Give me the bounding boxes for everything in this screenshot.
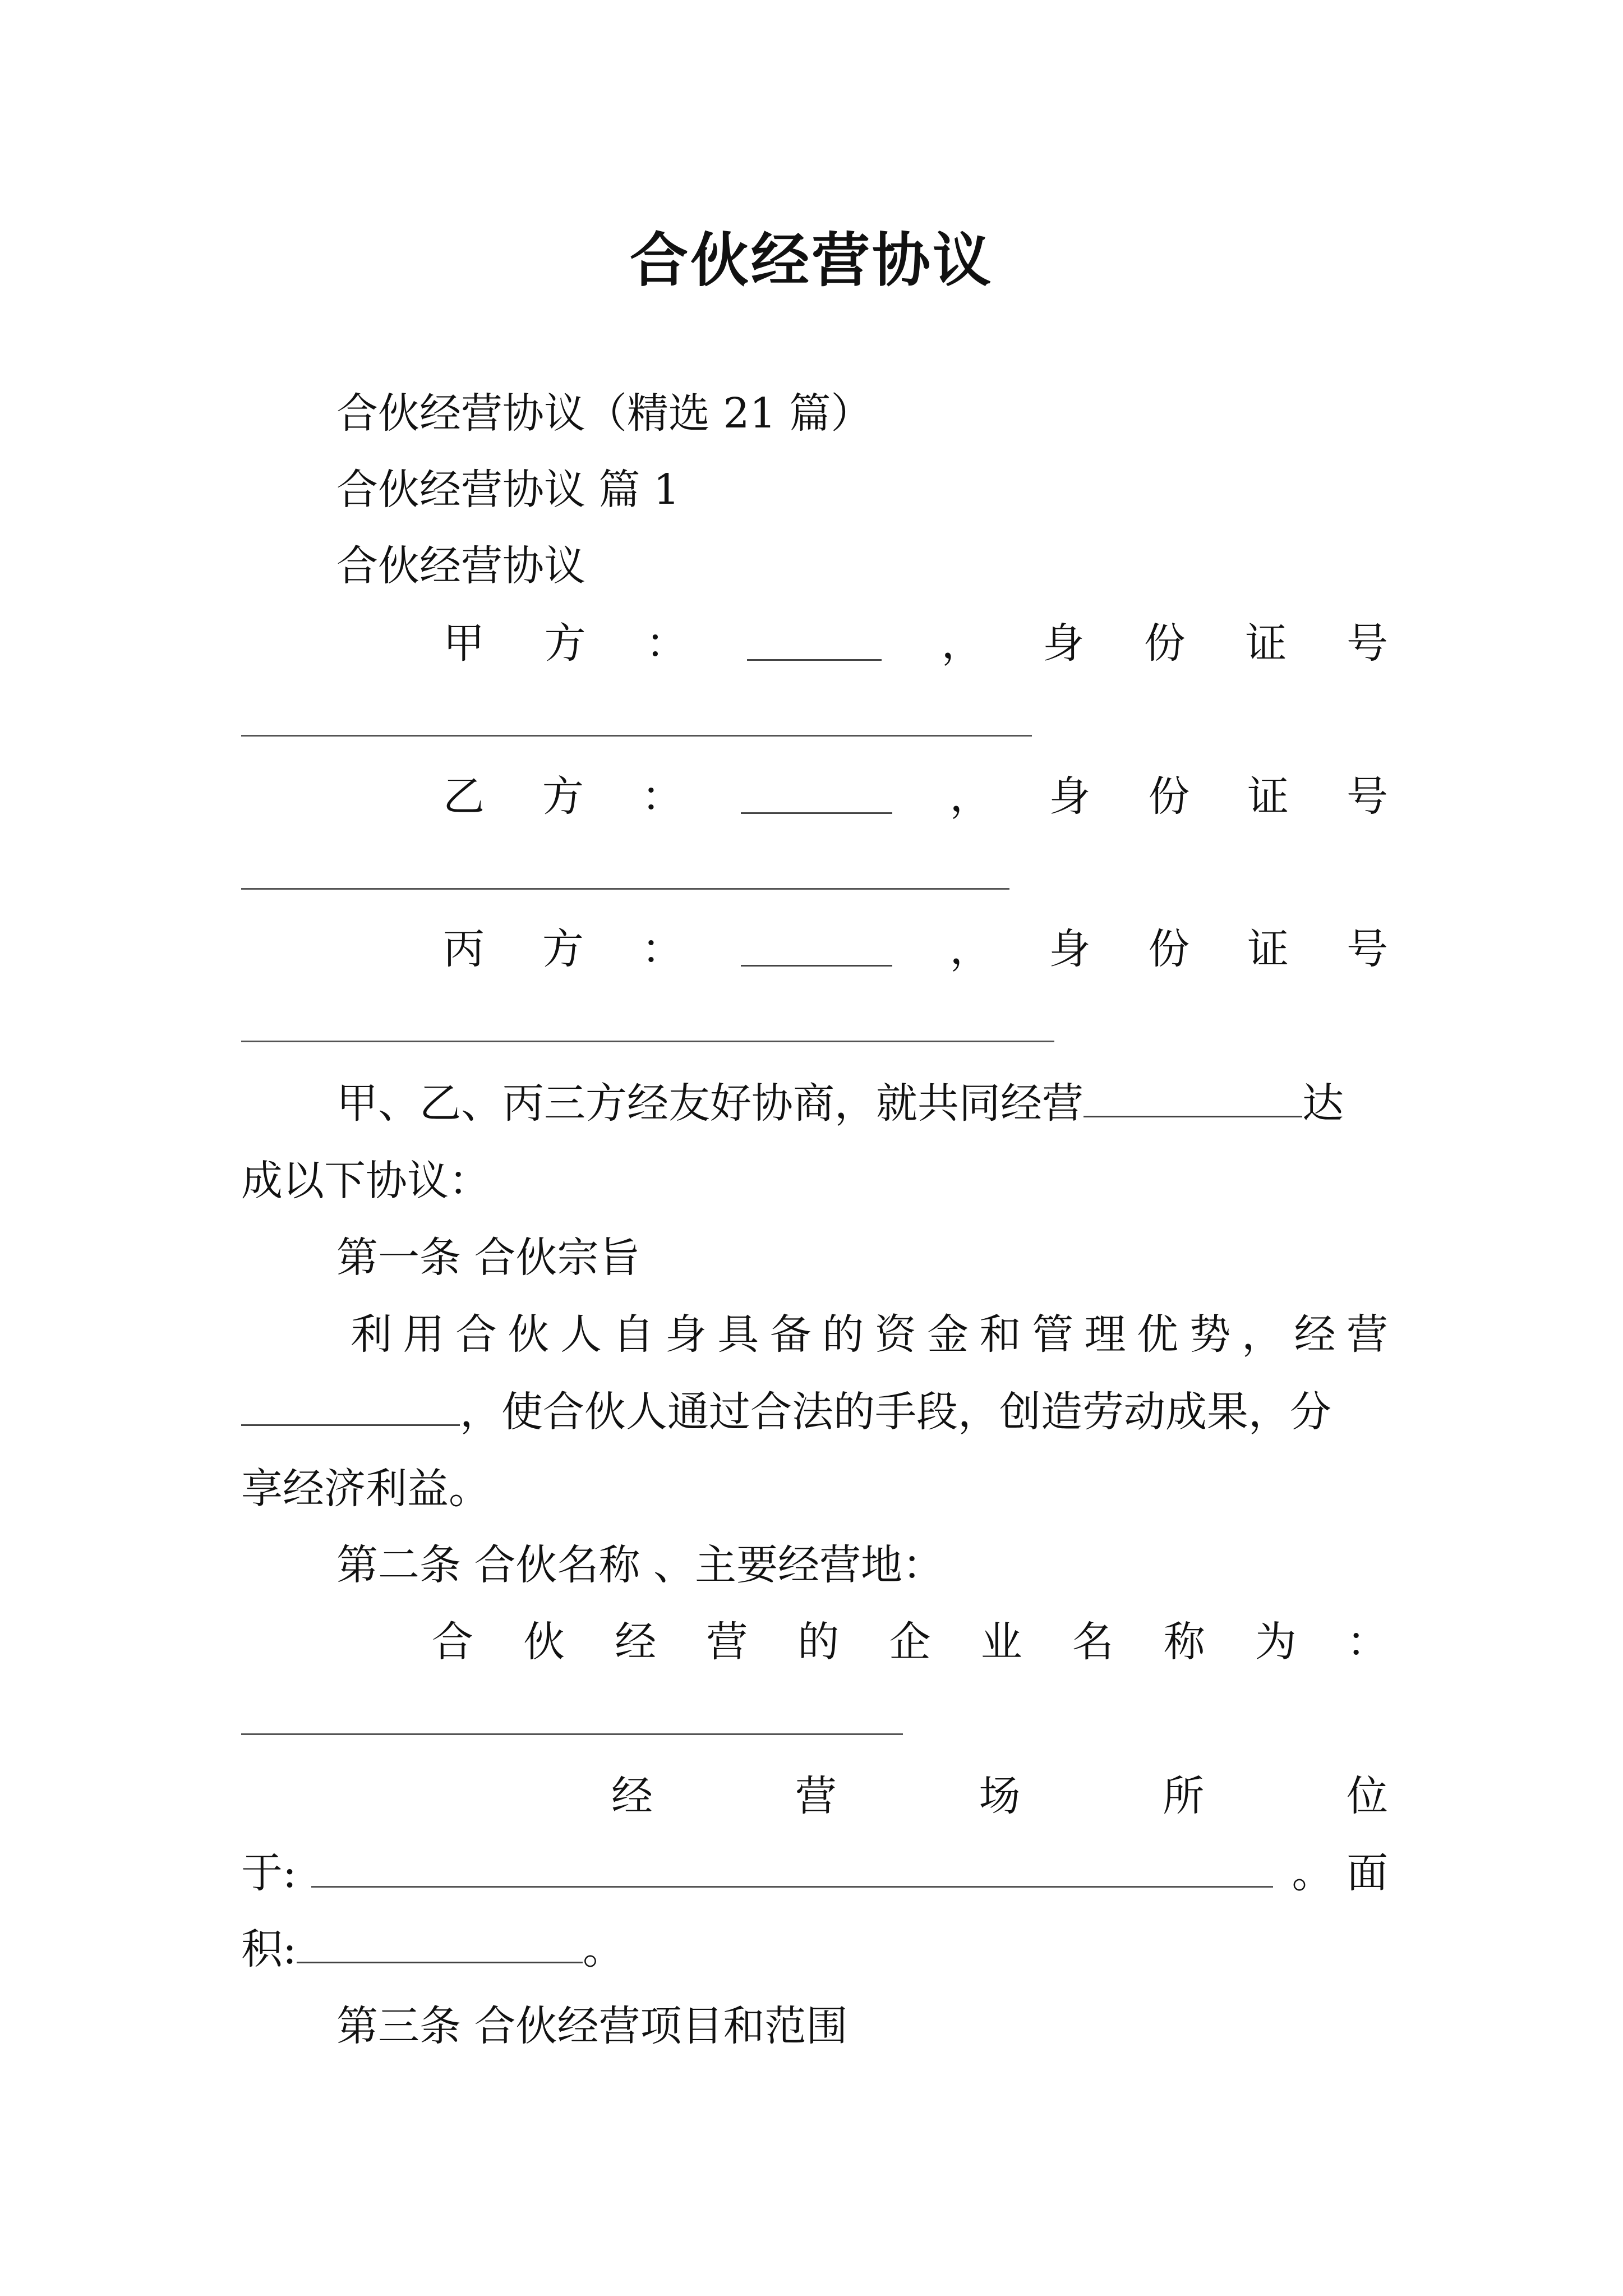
party-c-row [443, 925, 1388, 973]
company-name-char: 伙 [523, 1618, 565, 1666]
party-a-id-blank[interactable] [241, 735, 1032, 737]
party-a-id-char: 号 [1347, 619, 1388, 668]
article-1-char: 用 [403, 1310, 445, 1359]
party-c-id-char: 份 [1148, 925, 1190, 973]
company-name-line [432, 1618, 1388, 1666]
subtitle-selection: 合伙经营协议（精选 21 篇） [336, 389, 873, 438]
article-1-char: 的 [822, 1310, 864, 1359]
article-1-line-3: 享经济利益。 [241, 1465, 490, 1513]
party-b-char: ： [641, 772, 683, 821]
article-1-char: 具 [717, 1310, 759, 1359]
place-blank[interactable] [311, 1886, 1273, 1888]
area-label: 积: [241, 1925, 297, 1973]
page-title: 合伙经营协议 [629, 226, 993, 295]
party-b-id-char: 号 [1347, 772, 1388, 821]
party-a-name-blank[interactable] [747, 627, 882, 661]
article-1-char: 营 [1346, 1310, 1388, 1359]
article-1-line-2-text: ，使合伙人通过合法的手段，创造劳动成果，分 [460, 1388, 1331, 1436]
article-1-char: 金 [927, 1310, 969, 1359]
party-a-char: ： [645, 619, 688, 668]
article-1-char: 理 [1084, 1310, 1126, 1359]
company-name-blank[interactable] [241, 1733, 903, 1735]
company-name-char: 业 [980, 1618, 1022, 1666]
party-a-id-char: 证 [1245, 619, 1287, 668]
party-a-id-char: 身 [1043, 619, 1085, 668]
party-a-char: 方 [544, 619, 586, 668]
place-line-2-end: 。 面 [1292, 1849, 1388, 1897]
party-b-char: 方 [542, 772, 584, 821]
company-name-char: 经 [615, 1618, 657, 1666]
party-b-row [443, 772, 1388, 821]
party-c-id-blank[interactable] [241, 1041, 1054, 1042]
company-name-char: ： [1346, 1618, 1388, 1666]
article-1-char: 优 [1137, 1310, 1179, 1359]
article-1-heading: 第一条 合伙宗旨 [336, 1234, 640, 1282]
party-b-id-blank[interactable] [241, 888, 1009, 890]
article-1-char: 经 [1294, 1310, 1336, 1359]
party-b-id-char: 证 [1247, 772, 1289, 821]
party-c-comma: ， [949, 925, 992, 973]
company-name-char: 为 [1255, 1618, 1297, 1666]
area-blank[interactable] [297, 1930, 583, 1963]
party-c-id-char: 证 [1247, 925, 1289, 973]
party-b-name-blank[interactable] [741, 780, 892, 814]
intro-line-1 [336, 1079, 1344, 1128]
place-char: 位 [1347, 1772, 1388, 1820]
party-c-char: 丙 [443, 925, 485, 973]
area-line [241, 1925, 624, 1973]
company-name-char: 的 [797, 1618, 840, 1666]
area-end: 。 [582, 1925, 624, 1973]
party-b-comma: ， [949, 772, 992, 821]
party-a-id-char: 份 [1144, 619, 1186, 668]
article-1-line-1 [351, 1310, 1388, 1359]
company-name-char: 营 [706, 1618, 748, 1666]
business-scope-blank[interactable] [241, 1393, 460, 1426]
article-3-heading: 第三条 合伙经营项目和范围 [336, 2002, 848, 2050]
company-name-char: 称 [1163, 1618, 1205, 1666]
subtitle-part: 合伙经营协议 篇 1 [336, 466, 680, 514]
article-1-line-2 [241, 1388, 1331, 1436]
place-line-2-start: 于: [241, 1849, 297, 1897]
party-c-char: ： [641, 925, 683, 973]
article-1-char: 备 [769, 1310, 811, 1359]
place-char: 所 [1163, 1772, 1205, 1820]
article-2-heading: 第二条 合伙名称 、主要经营地： [336, 1541, 944, 1589]
party-c-id-char: 号 [1347, 925, 1388, 973]
article-1-char: 身 [665, 1310, 707, 1359]
company-name-char: 名 [1072, 1618, 1114, 1666]
article-1-char: 资 [874, 1310, 916, 1359]
company-name-char: 合 [432, 1618, 473, 1666]
article-1-char: 和 [979, 1310, 1021, 1359]
place-line-1 [611, 1772, 1388, 1820]
party-a-row [443, 619, 1388, 668]
article-1-char: 人 [560, 1310, 602, 1359]
article-1-char: 利 [351, 1310, 392, 1359]
article-1-char: ， [1241, 1310, 1283, 1359]
place-char: 经 [611, 1772, 653, 1820]
party-b-id-char: 身 [1049, 772, 1091, 821]
party-c-id-char: 身 [1049, 925, 1091, 973]
party-b-char: 乙 [443, 772, 485, 821]
party-b-id-char: 份 [1148, 772, 1190, 821]
article-1-char: 合 [455, 1310, 497, 1359]
intro-line-2: 成以下协议： [241, 1157, 490, 1205]
intro-text-end: 达 [1302, 1079, 1344, 1128]
party-a-char: 甲 [443, 619, 485, 668]
party-c-char: 方 [542, 925, 584, 973]
agreement-heading: 合伙经营协议 [336, 542, 585, 590]
article-1-char: 伙 [508, 1310, 550, 1359]
place-char: 营 [795, 1772, 837, 1820]
intro-text: 甲、乙、丙三方经友好协商，就共同经营 [336, 1079, 1083, 1128]
article-1-char: 势 [1189, 1310, 1231, 1359]
article-1-char: 自 [612, 1310, 654, 1359]
party-c-name-blank[interactable] [741, 932, 892, 967]
article-1-char: 管 [1032, 1310, 1074, 1359]
party-a-comma: ， [941, 619, 983, 668]
business-blank[interactable] [1083, 1084, 1302, 1117]
place-char: 场 [979, 1772, 1021, 1820]
company-name-char: 企 [889, 1618, 931, 1666]
